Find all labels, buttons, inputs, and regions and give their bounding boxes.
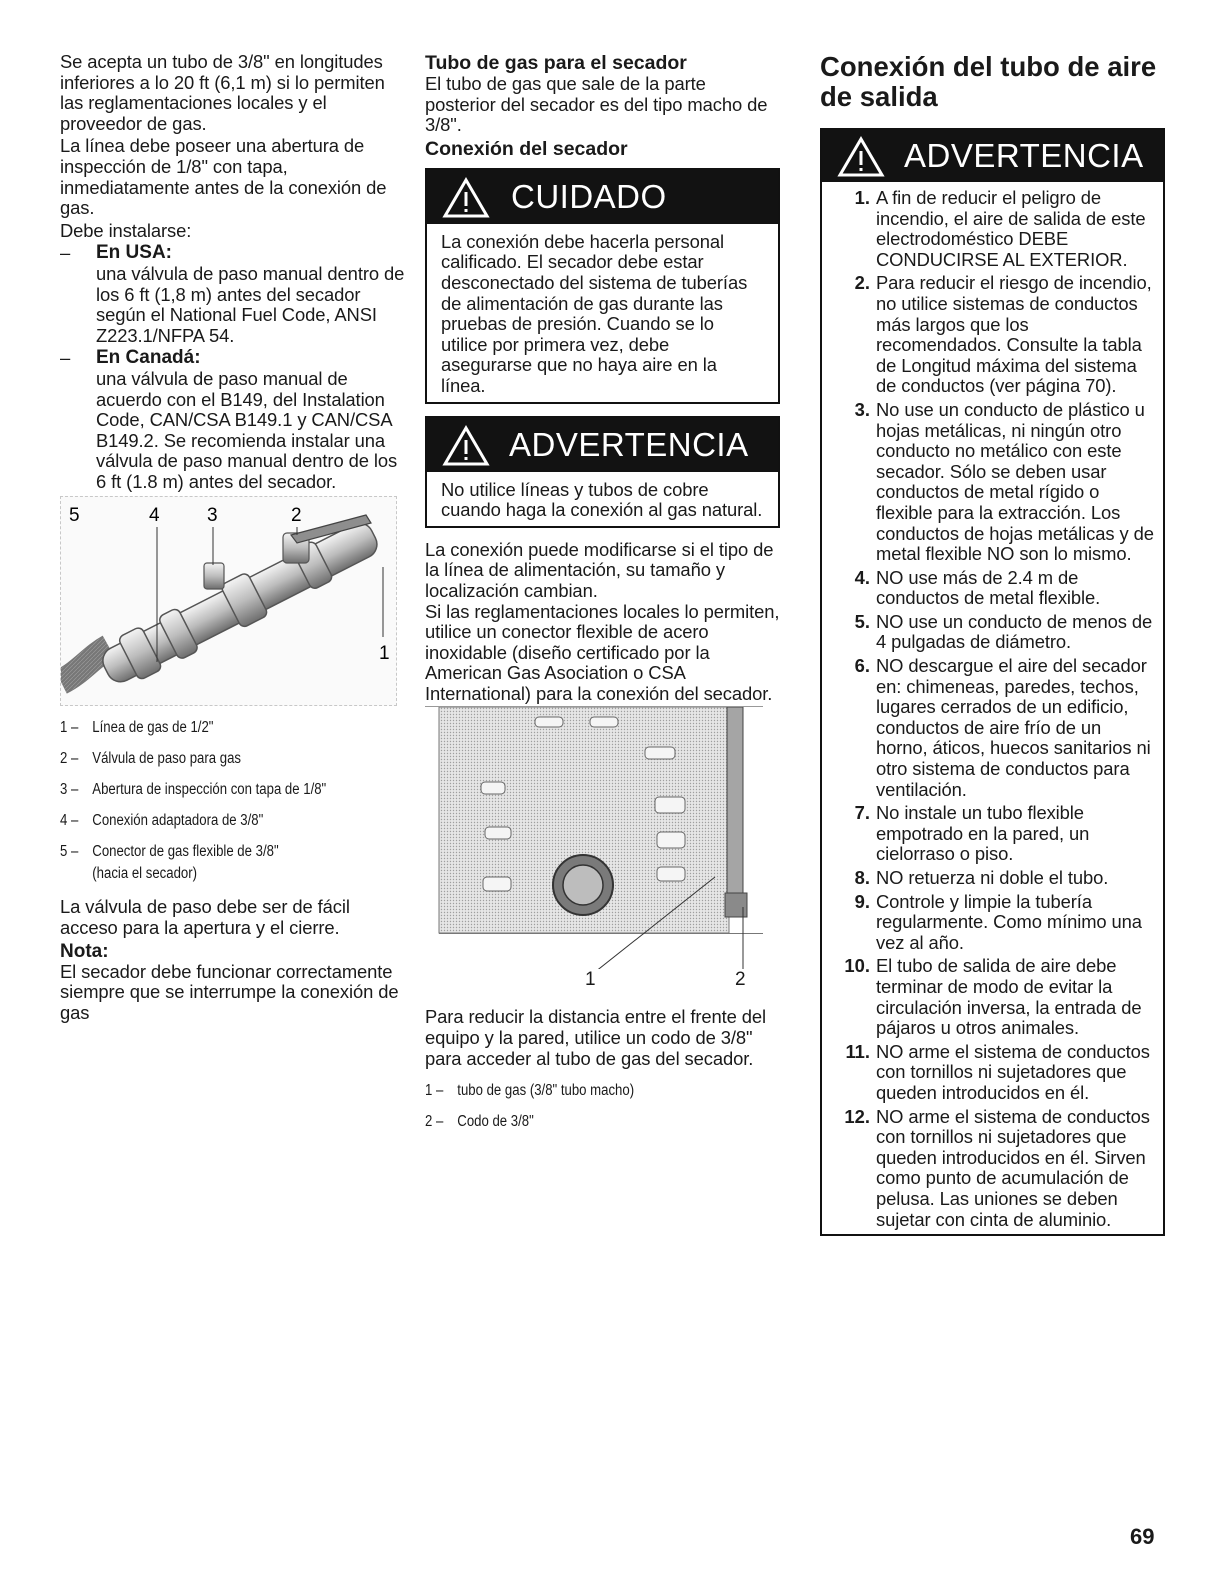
list-item: 10. El tubo de salida de aire debe terminar de modo de evitar la circulación inversa, la entrada de pájaros u otros animales. bbox=[844, 955, 1142, 1039]
right-column bbox=[820, 52, 1165, 1236]
callout-2: 2 bbox=[291, 505, 302, 527]
section-title-exhaust: Conexión del tubo de aire de salida bbox=[820, 51, 1157, 112]
heading-dryer-gas-tube: Tubo de gas para el secador bbox=[425, 52, 687, 74]
paragraph-regulations: Si las reglamentaciones locales lo permiten, utilice un conector flexible de acero inoxidable (diseño certificado por la American Gas Asociation o CSA International) para la conexión del secador. bbox=[425, 600, 780, 704]
dryer-back-figure bbox=[425, 706, 763, 991]
legend-item: 1 – Línea de gas de 1/2" bbox=[60, 719, 214, 737]
caution-header bbox=[427, 170, 778, 224]
legend-item: 4 – Conexión adaptadora de 3/8" bbox=[60, 812, 264, 830]
warning-triangle-icon bbox=[441, 170, 491, 224]
callout-2: 2 bbox=[735, 969, 746, 991]
left-column bbox=[60, 52, 405, 1023]
warning-triangle-icon bbox=[836, 129, 886, 183]
canada-text: una válvula de paso manual de acuerdo con el B149, del Instalation Code, CAN/CSA B149.1 y CAN/CSA B149.2. Se recomienda instalar una válvula de paso manual dentro de los 6 ft (1.8 m) antes del secador. bbox=[96, 367, 398, 492]
list-item: 8. NO retuerza ni doble el tubo. bbox=[854, 867, 1109, 888]
legend-item: 5 – Conector de gas flexible de 3/8" bbox=[60, 843, 279, 861]
gas-valve-figure bbox=[60, 496, 397, 706]
caution-text: La conexión debe hacerla personal calificado. El secador debe estar desconectado del sistema de tuberías de alimentación de gas durante las pruebas de presión. Cuando se lo utilice por primera vez, debe asegurarse que no haya aire en la línea. bbox=[441, 230, 748, 396]
legend-item: 3 – Abertura de inspección con tapa de 1/8" bbox=[60, 781, 327, 799]
paragraph-modification: La conexión puede modificarse si el tipo de la línea de alimentación, su tamaño y localización cambian. bbox=[425, 538, 774, 601]
valve-legend bbox=[60, 719, 405, 883]
page-number: 69 bbox=[1130, 1524, 1155, 1549]
paragraph-install-intro: Debe instalarse: bbox=[60, 219, 192, 241]
warning-header bbox=[822, 130, 1163, 182]
middle-column bbox=[425, 52, 780, 1131]
callout-1: 1 bbox=[379, 643, 390, 665]
warning-triangle-icon bbox=[441, 418, 491, 472]
list-item: 2. Para reducir el riesgo de incendio, no utilice sistemas de conductos más largos que los recomendados. Consulte la tabla de Longitud máxima del sistema de conductos (ver página 70). bbox=[854, 272, 1152, 397]
warning-header bbox=[427, 418, 778, 472]
paragraph-tube-length: Se acepta un tubo de 3/8" en longitudes inferiores a lo 20 ft (6,1 m) si lo permiten las reglamentaciones locales y el proveedor de gas. bbox=[60, 51, 385, 134]
list-item: 1. A fin de reducir el peligro de incendio, el aire de salida de este electrodoméstico DEBE CONDUCIRSE AL EXTERIOR. bbox=[854, 187, 1146, 270]
warning-title: ADVERTENCIA bbox=[509, 425, 749, 463]
list-item: 9. Controle y limpie la tubería regularmente. Como mínimo una vez al año. bbox=[854, 890, 1142, 953]
list-item: 3. No use un conducto de plástico u hojas metálicas, ni ningún otro conducto no metálico con este secador. Sólo se deben usar conductos de metal rígido o flexible para la extracción. Los conductos de hojas metálicas y de metal flexible NO son lo mismo. bbox=[854, 398, 1154, 565]
warning-box-exhaust bbox=[820, 128, 1165, 1236]
warning-box-copper bbox=[425, 416, 780, 528]
legend-item: (hacia el secador) bbox=[92, 865, 198, 883]
paragraph-elbow: Para reducir la distancia entre el frente del equipo y la pared, utilice un codo de 3/8" para acceder al tubo de gas del secador. bbox=[425, 1006, 767, 1069]
legend-item: 2 – Válvula de paso para gas bbox=[60, 750, 241, 768]
heading-dryer-connection: Conexión del secador bbox=[425, 137, 628, 160]
dryer-back-illustration bbox=[425, 707, 763, 969]
list-item-usa: – En USA: una válvula de paso manual dentro de los 6 ft (1,8 m) antes del secador según el National Fuel Code, ANSI Z223.1/NFPA 54. bbox=[60, 242, 405, 346]
list-item: 7. No instale un tubo flexible empotrado en la pared, un cielorraso o piso. bbox=[854, 802, 1090, 865]
paragraph-valve-access: La válvula de paso debe ser de fácil acceso para la apertura y el cierre. bbox=[60, 896, 350, 939]
callout-4: 4 bbox=[149, 505, 160, 527]
warning-copper-text: No utilice líneas y tubos de cobre cuando haga la conexión al gas natural. bbox=[441, 478, 763, 521]
paragraph-dryer-gas-tube: El tubo de gas que sale de la parte posterior del secador es del tipo macho de 3/8". bbox=[425, 73, 768, 136]
exhaust-warning-list bbox=[822, 182, 1163, 1234]
note-text: El secador debe funcionar correctamente siempre que se interrumpe la conexión de gas bbox=[60, 960, 399, 1023]
usa-text: una válvula de paso manual dentro de los 6 ft (1,8 m) antes del secador según el National Fuel Code, ANSI Z223.1/NFPA 54. bbox=[96, 262, 405, 346]
note-label: Nota: bbox=[60, 940, 109, 962]
dryer-tube-legend bbox=[425, 1082, 780, 1131]
list-item: 12. NO arme el sistema de conductos con tornillos ni sujetadores que queden introducidos en él. Sirven como punto de acumulación de pelusa. Las uniones se deben sujetar con cinta de aluminio. bbox=[844, 1105, 1150, 1230]
warning-title: ADVERTENCIA bbox=[904, 137, 1144, 174]
caution-box bbox=[425, 168, 780, 404]
legend-item: 1 – tubo de gas (3/8" tubo macho) bbox=[425, 1082, 635, 1100]
list-item: 4. NO use más de 2.4 m de conductos de metal flexible. bbox=[854, 566, 1101, 609]
paragraph-inspection: La línea debe poseer una abertura de inspección de 1/8" con tapa, inmediatamente antes de la conexión de gas. bbox=[60, 135, 387, 219]
caution-title: CUIDADO bbox=[511, 177, 667, 215]
canada-label: En Canadá: bbox=[96, 347, 201, 369]
legend-item: 2 – Codo de 3/8" bbox=[425, 1113, 534, 1131]
callout-5: 5 bbox=[69, 505, 80, 527]
list-item: 11. NO arme el sistema de conductos con tornillos ni sujetadores que queden introducidos en él. bbox=[845, 1040, 1150, 1103]
usa-label: En USA: bbox=[96, 242, 172, 264]
list-item-canada: – En Canadá: una válvula de paso manual de acuerdo con el B149, del Instalation Code, CAN/CSA B149.1 y CAN/CSA B149.2. Se recomienda instalar una válvula de paso manual dentro de los 6 ft (1.8 m) antes del secador. bbox=[60, 348, 405, 492]
list-item: 6. NO descargue el aire del secador en: chimeneas, paredes, techos, lugares cerrados de un edificio, conductos de aire frío de un horno, áticos, huecos sanitarios ni otro sistema de conductos para ventilación. bbox=[854, 655, 1151, 800]
callout-1: 1 bbox=[585, 969, 596, 991]
gas-valve-illustration bbox=[61, 497, 396, 705]
list-item: 5. NO use un conducto de menos de 4 pulgadas de diámetro. bbox=[854, 610, 1153, 653]
callout-3: 3 bbox=[207, 505, 218, 527]
